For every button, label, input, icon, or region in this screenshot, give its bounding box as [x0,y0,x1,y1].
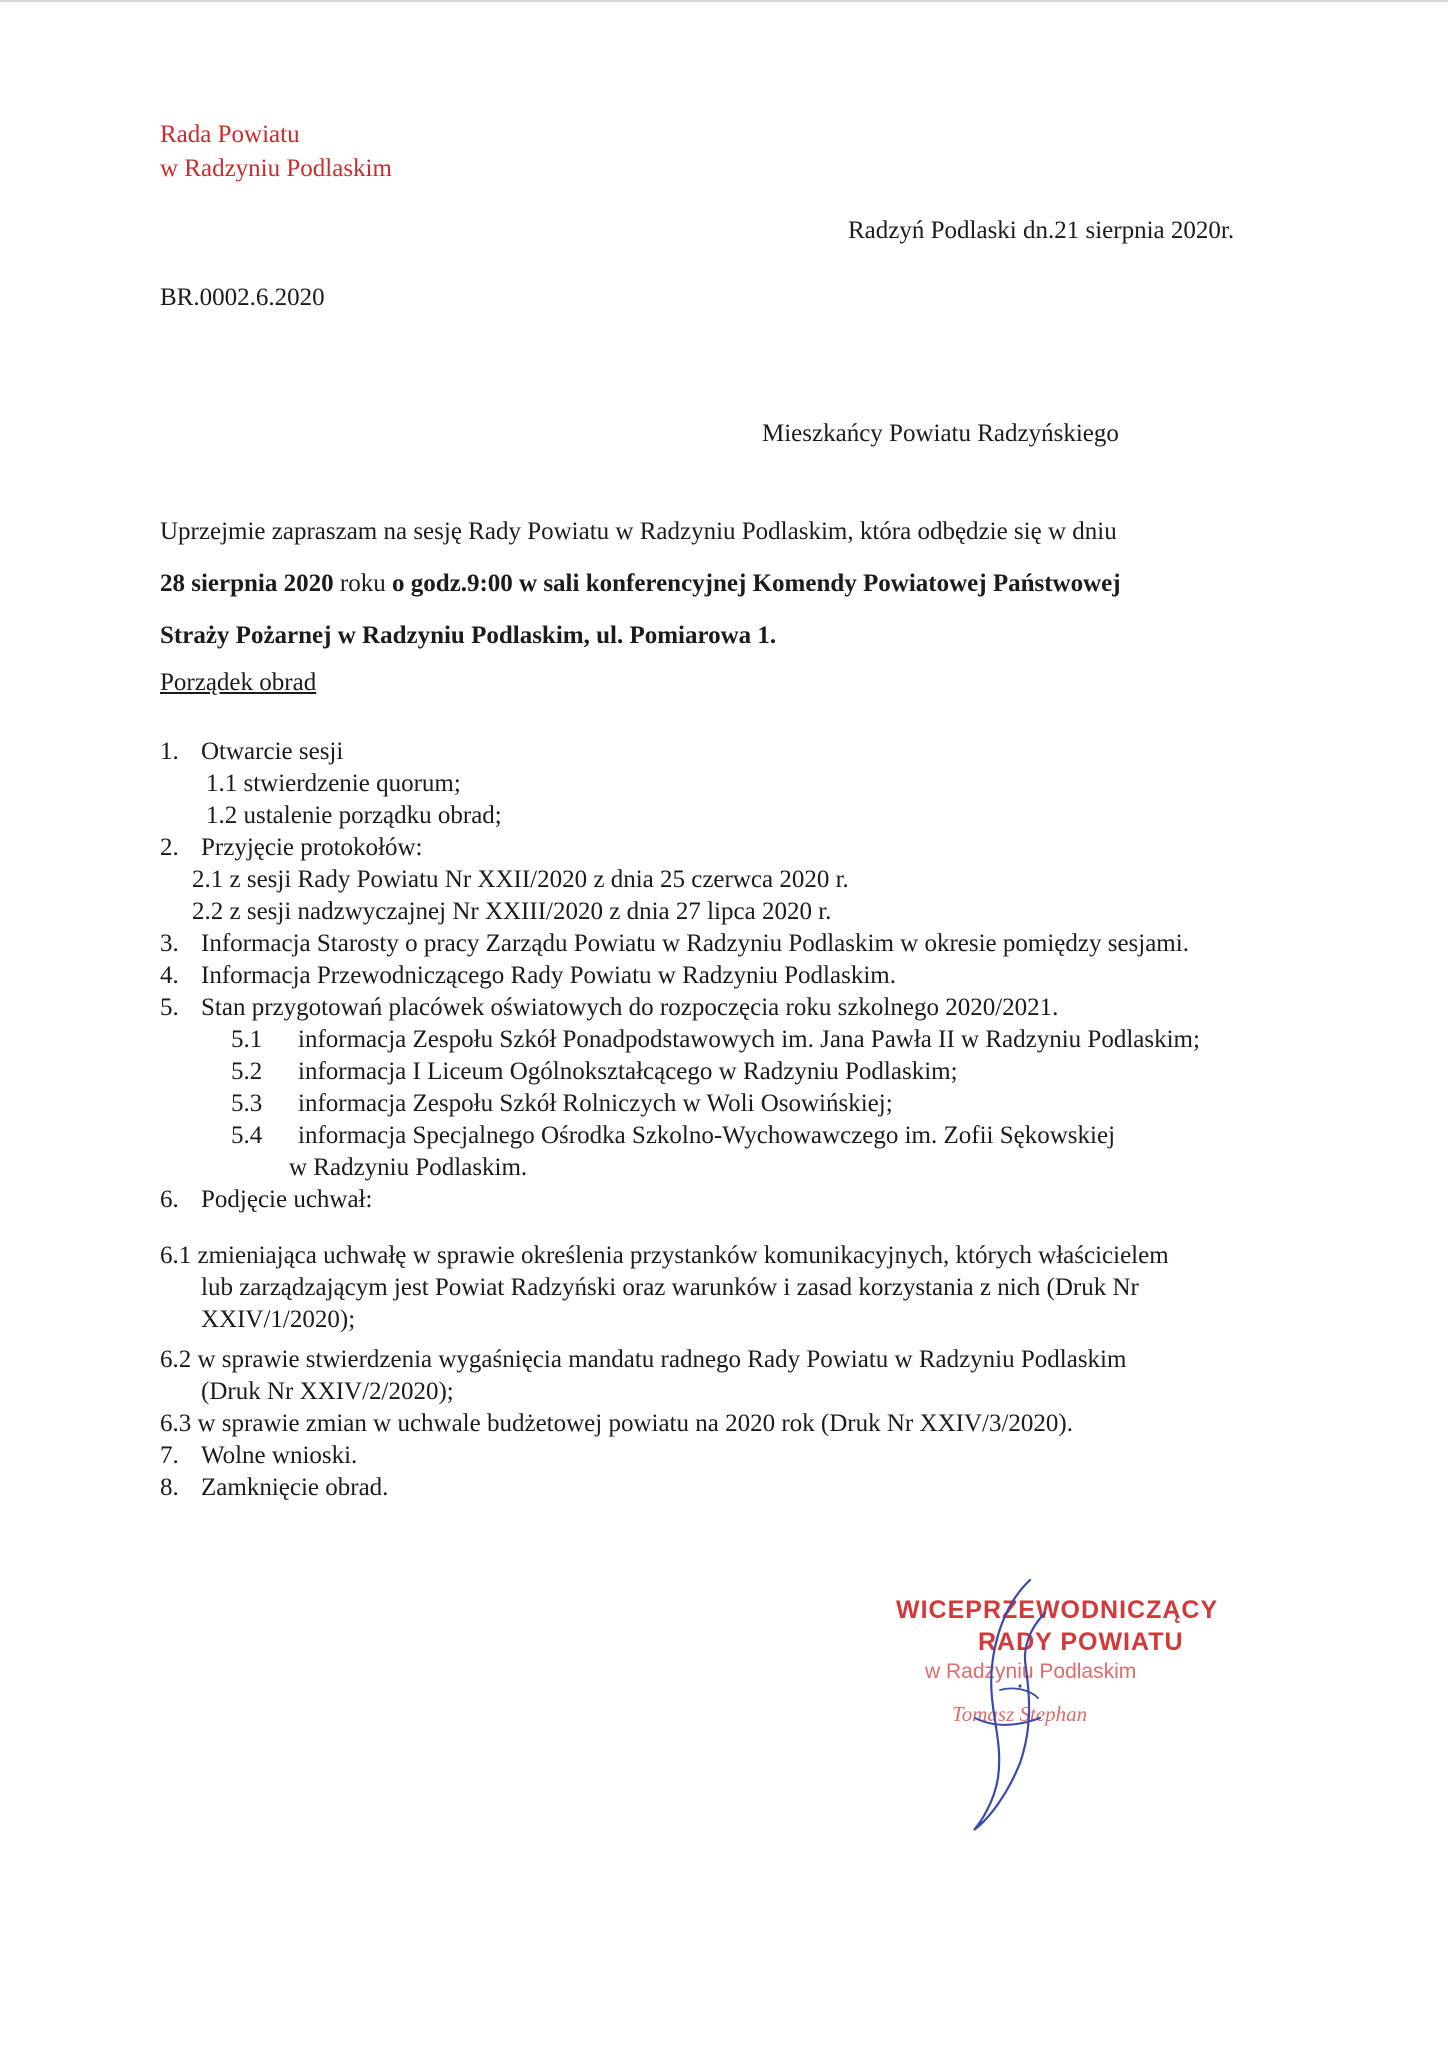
stamp-name: Tomasz Stephan [952,1702,1088,1726]
agenda-item-2: Przyjęcie protokołów: [201,834,423,861]
handwritten-signature-icon [880,1578,1210,1838]
stamp-title: WICEPRZEWODNICZĄCY [896,1596,1219,1624]
agenda-item-5-4: informacja Specjalnego Ośrodka Szkolno-Wychowawczego im. Zofii Sękowskiej [298,1122,1116,1149]
agenda-item-5-4-number: 5.4 [231,1122,263,1149]
agenda-item-5-1-number: 5.1 [231,1026,263,1053]
agenda-item-2-1: 2.1 z sesji Rady Powiatu Nr XXII/2020 z dnia 25 czerwca 2020 r. [192,866,849,893]
agenda-item-6-3: 6.3 w sprawie zmian w uchwale budżetowej powiatu na 2020 rok (Druk Nr XXIV/3/2020). [160,1410,1073,1437]
invitation-line1: Uprzejmie zapraszam na sesję Rady Powiatu w Radzyniu Podlaskim, która odbędzie się w dniu [160,518,1117,545]
agenda-item-7: Wolne wnioski. [201,1442,358,1469]
org-name-line1: Rada Powiatu [160,121,300,148]
agenda-item-6-1-line3: XXIV/1/2020); [201,1306,356,1333]
agenda-item-1-number: 1. [160,738,179,765]
agenda-item-5: Stan przygotowań placówek oświatowych do rozpoczęcia roku szkolnego 2020/2021. [201,994,1059,1021]
agenda-item-6-number: 6. [160,1186,179,1213]
agenda-title: Porządek obrad [160,669,317,696]
agenda-item-5-3-number: 5.3 [231,1090,263,1117]
agenda-item-4: Informacja Przewodniczącego Rady Powiatu w Radzyniu Podlaskim. [201,962,896,989]
meeting-place-line3: Straży Pożarnej w Radzyniu Podlaskim, ul. Pomiarowa 1. [160,622,777,649]
agenda-item-7-number: 7. [160,1442,179,1469]
agenda-item-6-2-line2: (Druk Nr XXIV/2/2020); [201,1378,454,1405]
invitation-line2 [160,568,1121,600]
agenda-item-1: Otwarcie sesji [201,738,344,765]
agenda-item-2-number: 2. [160,834,179,861]
official-stamp [880,1578,1219,1838]
stamp-council: RADY POWIATU [978,1628,1184,1656]
agenda-item-2-2: 2.2 z sesji nadzwyczajnej Nr XXIII/2020 z dnia 27 lipca 2020 r. [192,898,832,925]
stamp-location: w Radzyniu Podlaskim [925,1660,1137,1683]
agenda-item-5-2-number: 5.2 [231,1058,263,1085]
agenda-item-3-number: 3. [160,930,179,957]
meeting-time-place: o godz.9:00 w sali konferencyjnej Komendy Powiatowej Państwowej [391,570,1121,597]
agenda-item-5-3: informacja Zespołu Szkół Rolniczych w Woli Osowińskiej; [298,1090,893,1117]
reference-number: BR.0002.6.2020 [160,284,325,311]
agenda-item-6: Podjęcie uchwał: [201,1186,373,1213]
agenda-item-4-number: 4. [160,962,179,989]
org-name-line2: w Radzyniu Podlaskim [160,155,392,182]
scan-top-edge [0,0,1448,2]
agenda-item-6-1-line1: 6.1 zmieniająca uchwałę w sprawie określenia przystanków komunikacyjnych, których właścicielem [160,1242,1169,1269]
agenda-item-5-2: informacja I Liceum Ogólnokształcącego w Radzyniu Podlaskim; [298,1058,958,1085]
agenda-item-1-1: 1.1 stwierdzenie quorum; [206,770,461,797]
agenda-item-5-1: informacja Zespołu Szkół Ponadpodstawowych im. Jana Pawła II w Radzyniu Podlaskim; [298,1026,1200,1053]
agenda-item-5-number: 5. [160,994,179,1021]
agenda-item-8: Zamknięcie obrad. [201,1474,389,1501]
addressee: Mieszkańcy Powiatu Radzyńskiego [762,420,1119,447]
meeting-date: 28 sierpnia 2020 [160,570,334,597]
agenda-item-8-number: 8. [160,1474,179,1501]
agenda-item-3: Informacja Starosty o pracy Zarządu Powiatu w Radzyniu Podlaskim w okresie pomiędzy sesjami. [201,930,1189,957]
agenda-item-6-2-line1: 6.2 w sprawie stwierdzenia wygaśnięcia mandatu radnego Rady Powiatu w Radzyniu Podlaskim [160,1346,1127,1373]
agenda-item-1-2: 1.2 ustalenie porządku obrad; [206,802,502,829]
place-date: Radzyń Podlaski dn.21 sierpnia 2020r. [848,217,1235,244]
invitation-connector: roku [333,570,392,597]
agenda-item-5-4-continuation: w Radzyniu Podlaskim. [289,1154,528,1181]
agenda-item-6-1-line2: lub zarządzającym jest Powiat Radzyński oraz warunków i zasad korzystania z nich (Druk Nr [201,1274,1139,1301]
